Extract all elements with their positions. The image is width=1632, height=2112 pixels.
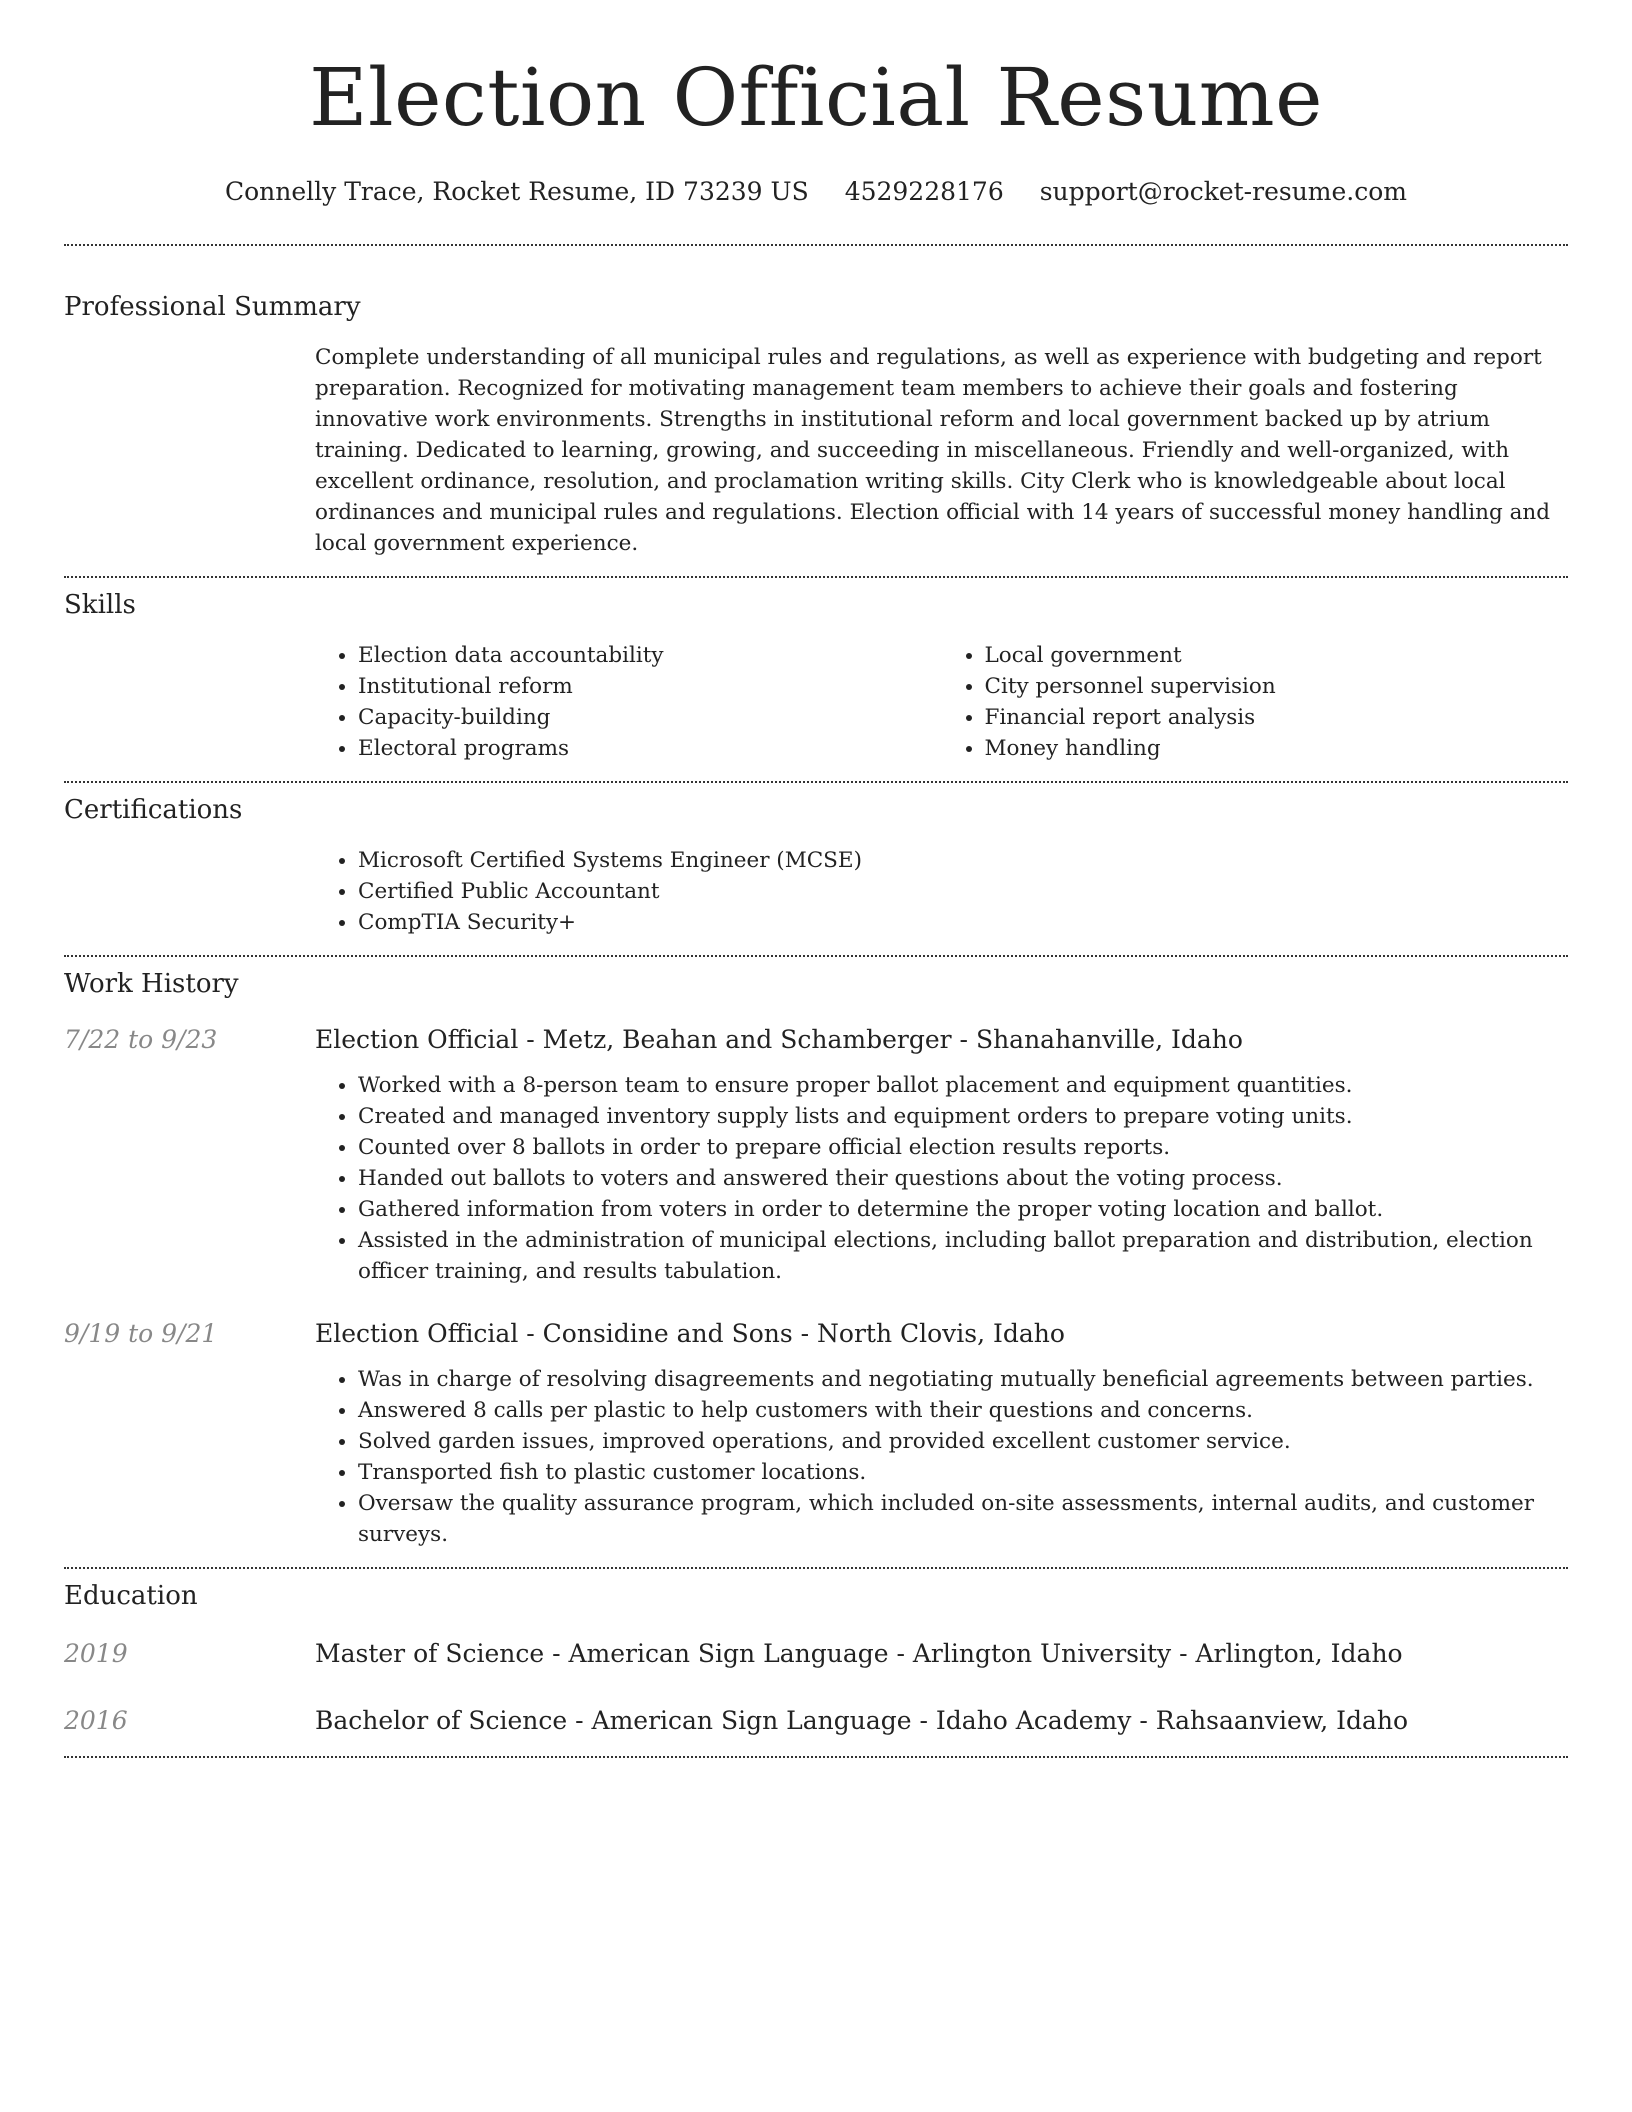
job-dates: 9/19 to 9/21 bbox=[64, 1319, 218, 1348]
job-entry bbox=[64, 1023, 1568, 1057]
section-heading: Skills bbox=[64, 590, 136, 620]
job-dates: 7/22 to 9/23 bbox=[64, 1025, 218, 1054]
list-item: • Created and managed inventory supply lists and equipment orders to prepare voting units. bbox=[358, 1101, 1568, 1132]
list-item: • Microsoft Certified Systems Engineer (MCSE) bbox=[358, 845, 1568, 876]
list-item: • Transported fish to plastic customer locations. bbox=[358, 1457, 1568, 1488]
education-year: 2016 bbox=[64, 1706, 128, 1735]
resume-title: Election Official Resume bbox=[309, 51, 1323, 144]
certifications-list bbox=[315, 845, 1568, 938]
section-certifications bbox=[64, 783, 1568, 938]
section-heading: Certifications bbox=[64, 795, 243, 825]
section-heading: Education bbox=[64, 1581, 198, 1611]
list-item: • Oversaw the quality assurance program, which included on-site assessments, internal audits, and customer surveys. bbox=[358, 1488, 1568, 1550]
list-item: • Was in charge of resolving disagreements and negotiating mutually beneficial agreements between parties. bbox=[358, 1364, 1568, 1395]
list-item: • Answered 8 calls per plastic to help customers with their questions and concerns. bbox=[358, 1395, 1568, 1426]
education-year: 2019 bbox=[64, 1639, 128, 1668]
list-item: • Capacity-building bbox=[358, 702, 942, 733]
skills-grid bbox=[315, 640, 1568, 764]
education-degree: Master of Science - American Sign Language - Arlington University - Arlington, Idaho bbox=[315, 1639, 1403, 1668]
divider bbox=[64, 1756, 1568, 1758]
resume-page bbox=[64, 0, 1568, 1758]
section-skills bbox=[64, 578, 1568, 764]
list-item: • Gathered information from voters in order to determine the proper voting location and ballot. bbox=[358, 1194, 1568, 1225]
skills-list-left bbox=[315, 640, 942, 764]
job-title: Election Official - Metz, Beahan and Schamberger - Shanahanville, Idaho bbox=[315, 1025, 1243, 1054]
education-entry bbox=[64, 1704, 1568, 1738]
list-item: • City personnel supervision bbox=[985, 671, 1569, 702]
list-item: • Solved garden issues, improved operations, and provided excellent customer service. bbox=[358, 1426, 1568, 1457]
list-item: • Financial report analysis bbox=[985, 702, 1569, 733]
contact-phone: 4529228176 bbox=[844, 177, 1004, 206]
list-item: • Handed out ballots to voters and answered their questions about the voting process. bbox=[358, 1163, 1568, 1194]
job-title: Election Official - Considine and Sons - North Clovis, Idaho bbox=[315, 1319, 1065, 1348]
list-item: • Institutional reform bbox=[358, 671, 942, 702]
job-bullets bbox=[315, 1070, 1568, 1287]
list-item: • Counted over 8 ballots in order to prepare official election results reports. bbox=[358, 1132, 1568, 1163]
summary-text: Complete understanding of all municipal rules and regulations, as well as experience with budgeting and report preparation. Recognized for motivating management team members to achieve their goals and fostering innovative work environments. Strengths in institutional reform and local government backed up by atrium training. Dedicated to learning, growing, and succeeding in miscellaneous. Friendly and well-organized, with excellent ordinance, resolution, and proclamation writing skills. City Clerk who is knowledgeable about local ordinances and municipal rules and regulations. Election official with 14 years of successful money handling and local government experience. bbox=[315, 345, 1551, 556]
list-item: • Election data accountability bbox=[358, 640, 942, 671]
education-entry bbox=[64, 1637, 1568, 1671]
section-heading: Professional Summary bbox=[64, 292, 361, 322]
contact-line bbox=[64, 174, 1568, 210]
section-education bbox=[64, 1569, 1568, 1738]
list-item: • Certified Public Accountant bbox=[358, 876, 1568, 907]
contact-email: support@rocket-resume.com bbox=[1039, 177, 1408, 206]
education-degree: Bachelor of Science - American Sign Language - Idaho Academy - Rahsaanview, Idaho bbox=[315, 1706, 1409, 1735]
job-bullets bbox=[315, 1364, 1568, 1550]
job-entry bbox=[64, 1317, 1568, 1351]
list-item: • Money handling bbox=[985, 733, 1569, 764]
section-work-history bbox=[64, 957, 1568, 1550]
section-heading: Work History bbox=[64, 969, 239, 999]
skills-list-right bbox=[942, 640, 1569, 764]
section-summary bbox=[64, 246, 1568, 559]
list-item: • Electoral programs bbox=[358, 733, 942, 764]
list-item: • CompTIA Security+ bbox=[358, 907, 1568, 938]
list-item: • Assisted in the administration of municipal elections, including ballot preparation and distribution, election officer training, and results tabulation. bbox=[358, 1225, 1568, 1287]
contact-address: Connelly Trace, Rocket Resume, ID 73239 US bbox=[224, 177, 809, 206]
list-item: • Worked with a 8-person team to ensure proper ballot placement and equipment quantities. bbox=[358, 1070, 1568, 1101]
list-item: • Local government bbox=[985, 640, 1569, 671]
